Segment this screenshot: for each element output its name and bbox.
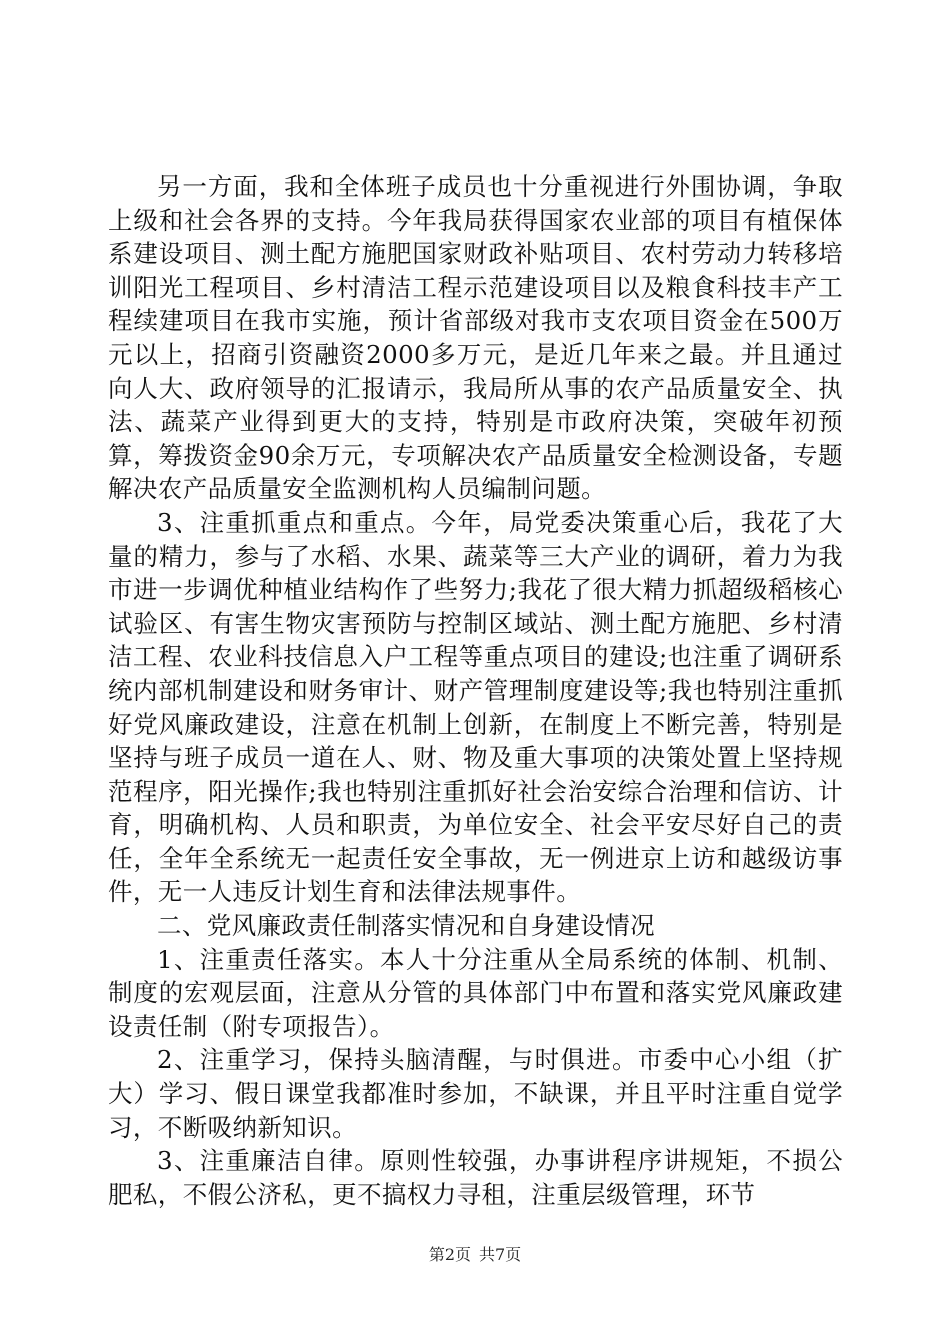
page-total: 共7页 xyxy=(479,1245,522,1264)
page-number: 第2页 xyxy=(428,1245,471,1264)
page-footer xyxy=(0,1244,950,1266)
paragraph-responsibility: 1、注重责任落实。本人十分注重从全局系统的体制、机制、制度的宏观层面，注意从分管的具体部门中布置和落实党风廉政建设责任制（附专项报告）。 xyxy=(108,944,843,1041)
paragraph-key-priorities: 3、注重抓重点和重点。今年，局党委决策重心后，我花了大量的精力，参与了水稻、水果、蔬菜等三大产业的调研，着力为我市进一步调优种植业结构作了些努力;我花了很大精力抓超级稻核心试验区、有害生物灾害预防与控制区域站、测土配方施肥、乡村清洁工程、农业科技信息入户工程等重点项目的建设;也注重了调研系统内部机制建设和财务审计、财产管理制度建设等;我也特别注重抓好党风廉政建设，注意在机制上创新，在制度上不断完善，特别是坚持与班子成员一道在人、财、物及重大事项的决策处置上坚持规范程序，阳光操作;我也特别注重抓好社会治安综合治理和信访、计育，明确机构、人员和职责，为单位安全、社会平安尽好自己的责任，全年全系统无一起责任安全事故，无一例进京上访和越级访事件，无一人违反计划生育和法律法规事件。 xyxy=(108,507,843,907)
paragraph-self-discipline: 3、注重廉洁自律。原则性较强，办事讲程序讲规矩，不损公肥私，不假公济私，更不搞权力寻租，注重层级管理，环节 xyxy=(108,1146,843,1209)
document-body xyxy=(108,170,843,1211)
paragraph-external-coordination: 另一方面，我和全体班子成员也十分重视进行外围协调，争取上级和社会各界的支持。今年我局获得国家农业部的项目有植保体系建设项目、测土配方施肥国家财政补贴项目、农村劳动力转移培训阳光工程项目、乡村清洁工程示范建设项目以及粮食科技丰产工程续建项目在我市实施，预计省部级对我市支农项目资金在500万元以上，招商引资融资2000多万元，是近几年来之最。并且通过向人大、政府领导的汇报请示，我局所从事的农产品质量安全、执法、蔬菜产业得到更大的支持，特别是市政府决策，突破年初预算，筹拨资金90余万元，专项解决农产品质量安全检测设备，专题解决农产品质量安全监测机构人员编制问题。 xyxy=(108,172,843,504)
section-heading-party-conduct: 二、党风廉政责任制落实情况和自身建设情况 xyxy=(157,911,655,941)
paragraph-study: 2、注重学习，保持头脑清醒，与时俱进。市委中心小组（扩大）学习、假日课堂我都准时参加，不缺课，并且平时注重自觉学习，不断吸纳新知识。 xyxy=(108,1045,843,1142)
